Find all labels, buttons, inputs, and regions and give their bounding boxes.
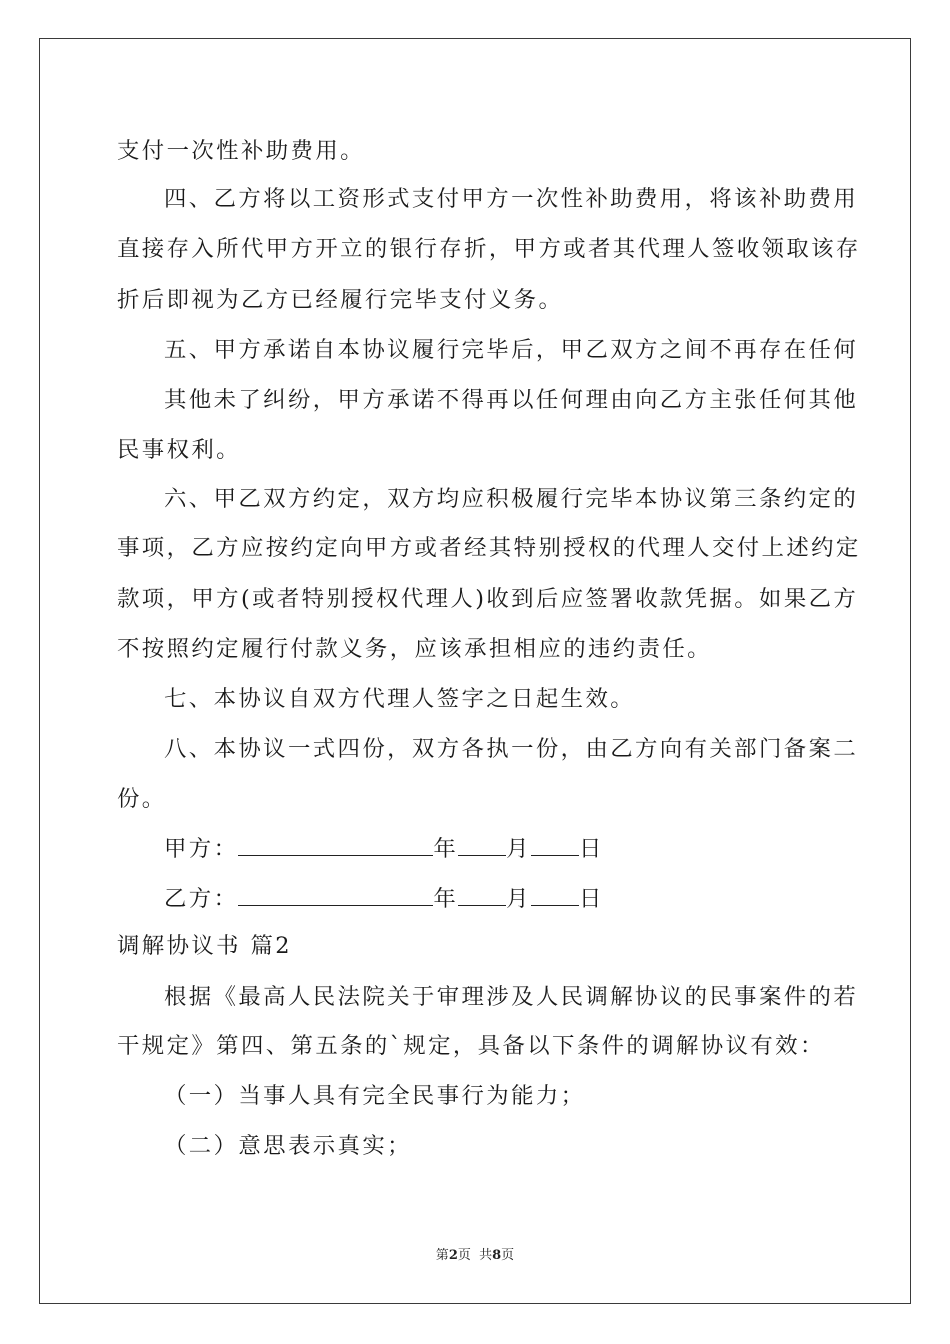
- signature-line-party-b: [164, 883, 604, 914]
- footer-prefix: 第: [435, 1248, 449, 1263]
- paragraph-line: 款项，甲方(或者特别授权代理人)收到后应签署收款凭据。如果乙方: [117, 586, 859, 612]
- paragraph-line: 四、乙方将以工资形式支付甲方一次性补助费用，将该补助费用: [164, 186, 859, 212]
- paragraph-line: 事项，乙方应按约定向甲方或者经其特别授权的代理人交付上述约定: [117, 535, 861, 561]
- day-blank: [531, 883, 579, 906]
- paragraph-line: 民事权利。: [117, 437, 241, 463]
- footer-mid: 页 共: [457, 1248, 493, 1263]
- party-a-signature-blank: [238, 833, 433, 856]
- footer-suffix: 页: [501, 1248, 515, 1263]
- year-blank: [458, 833, 506, 856]
- paragraph-line: 六、甲乙双方约定，双方均应积极履行完毕本协议第三条约定的: [164, 486, 859, 512]
- list-item: （二）意思表示真实；: [164, 1133, 412, 1159]
- page-border: [39, 38, 911, 1304]
- year-label: 年: [433, 886, 459, 912]
- section-heading: 调解协议书 篇2: [117, 933, 292, 959]
- list-item: （一）当事人具有完全民事行为能力；: [164, 1083, 586, 1109]
- paragraph-line: 直接存入所代甲方开立的银行存折，甲方或者其代理人签收领取该存: [117, 236, 861, 262]
- party-a-label: 甲方：: [164, 836, 239, 862]
- day-label: 日: [578, 836, 604, 862]
- paragraph-line: 其他未了纠纷，甲方承诺不得再以任何理由向乙方主张任何其他: [164, 387, 859, 413]
- paragraph-line: 干规定》第四、第五条的`规定，具备以下条件的调解协议有效：: [117, 1033, 825, 1059]
- day-label: 日: [578, 886, 604, 912]
- party-b-signature-blank: [238, 883, 433, 906]
- current-page-number: 2: [448, 1248, 458, 1263]
- day-blank: [531, 833, 579, 856]
- paragraph-line: 八、本协议一式四份，双方各执一份，由乙方向有关部门备案二: [164, 736, 859, 762]
- month-label: 月: [506, 886, 531, 912]
- paragraph-line: 五、甲方承诺自本协议履行完毕后，甲乙双方之间不再存在任何: [164, 337, 859, 363]
- page-footer: [0, 1248, 950, 1264]
- year-label: 年: [433, 836, 459, 862]
- signature-line-party-a: [164, 833, 604, 864]
- total-page-number: 8: [492, 1248, 502, 1263]
- party-b-label: 乙方：: [164, 886, 239, 912]
- paragraph-line: 折后即视为乙方已经履行完毕支付义务。: [117, 287, 564, 313]
- year-blank: [458, 883, 506, 906]
- paragraph-line: 不按照约定履行付款义务，应该承担相应的违约责任。: [117, 636, 712, 662]
- paragraph-line: 份。: [117, 786, 167, 812]
- paragraph-line: 根据《最高人民法院关于审理涉及人民调解协议的民事案件的若: [164, 984, 859, 1010]
- paragraph-line: 七、本协议自双方代理人签字之日起生效。: [164, 686, 636, 712]
- month-label: 月: [506, 836, 531, 862]
- paragraph-line: 支付一次性补助费用。: [117, 138, 365, 164]
